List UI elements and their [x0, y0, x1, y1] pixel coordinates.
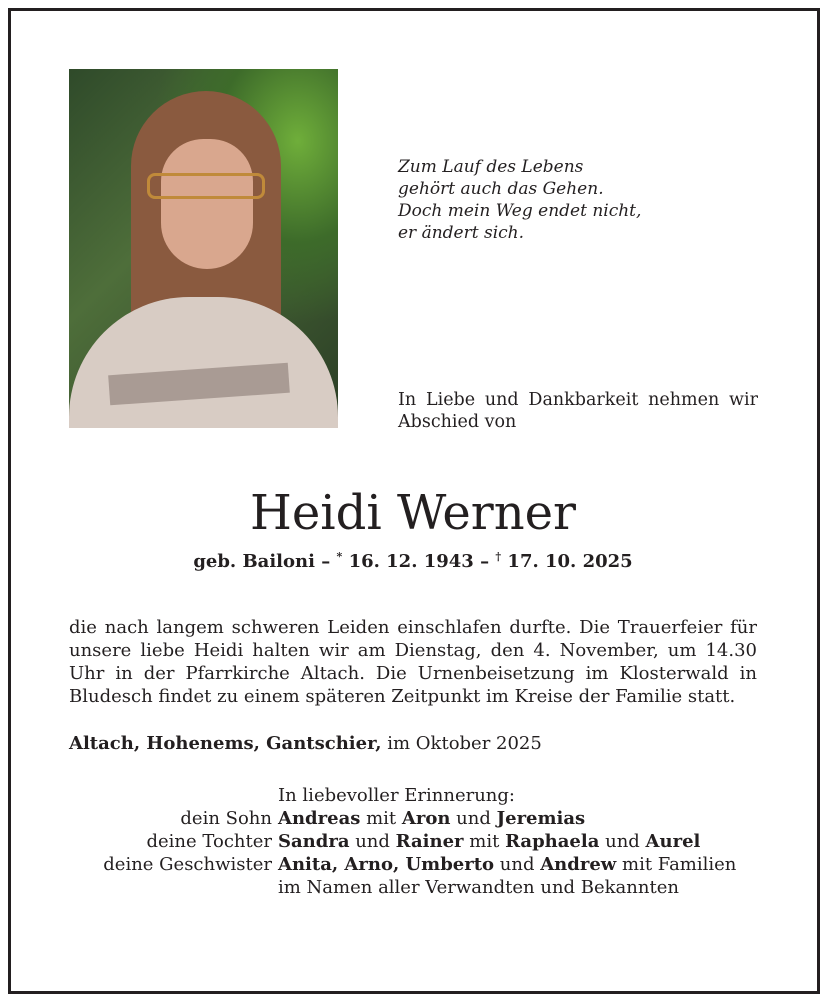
connector-text: und [599, 831, 646, 852]
death-date: 17. 10. 2025 [507, 551, 633, 572]
connector-text: mit [360, 808, 402, 829]
relation-label: dein Sohn [180, 808, 272, 829]
birth-date: 16. 12. 1943 – [348, 551, 490, 572]
relative-names [278, 853, 736, 876]
portrait-photo [69, 69, 338, 428]
quote-line: Zum Lauf des Lebens [398, 157, 584, 177]
towns: Altach, Hohenems, Gantschier, [69, 733, 382, 754]
death-mark: † [495, 550, 502, 563]
relation-label: deine Tochter [146, 831, 272, 852]
relative-row [60, 807, 736, 830]
relative-name: Anita, Arno, Umberto [278, 854, 495, 875]
relative-name: Jeremias [496, 808, 586, 829]
relatives-heading: In liebevoller Erinnerung: [278, 785, 515, 806]
birth-mark: * [336, 550, 343, 563]
quote [398, 156, 641, 244]
relative-name: Andrew [540, 854, 617, 875]
connector-text: und [349, 831, 396, 852]
connector-text: und [494, 854, 541, 875]
relative-names [278, 807, 585, 830]
relative-name: Sandra [278, 831, 350, 852]
intro-text: In Liebe und Dankbarkeit nehmen wir Abschied von [398, 390, 758, 432]
relatives [60, 784, 736, 899]
relative-name: Aurel [645, 831, 701, 852]
relatives-closing: im Namen aller Verwandten und Bekannten [278, 877, 679, 898]
relative-name: Aron [401, 808, 451, 829]
month: im Oktober 2025 [387, 733, 542, 754]
quote-line: er ändert sich. [398, 223, 525, 243]
maiden-name: geb. Bailoni – [193, 551, 331, 572]
quote-line: Doch mein Weg endet nicht, [398, 201, 642, 221]
relation-label: deine Geschwister [103, 854, 272, 875]
quote-line: gehört auch das Gehen. [398, 179, 604, 199]
deceased-name: Heidi Werner [250, 485, 576, 541]
connector-text: mit [463, 831, 506, 852]
life-dates [0, 550, 826, 572]
relative-row [60, 830, 736, 853]
connector-text: und [450, 808, 497, 829]
relative-name: Andreas [278, 808, 361, 829]
relative-names [278, 830, 700, 853]
place-date [69, 733, 542, 754]
relative-row [60, 853, 736, 876]
relative-name: Rainer [395, 831, 464, 852]
connector-text: mit Familien [616, 854, 737, 875]
relative-name: Raphaela [505, 831, 600, 852]
body-text: die nach langem schweren Leiden einschlafen durfte. Die Trauerfeier für unsere liebe Heidi halten wir am Dienstag, den 4. November, um 14.30 Uhr in der Pfarrkirche Altach. Die Urnenbeisetzung im Klosterwald in Bludesch findet zu einem späteren Zeitpunkt im Kreise der Familie statt. [69, 617, 757, 707]
